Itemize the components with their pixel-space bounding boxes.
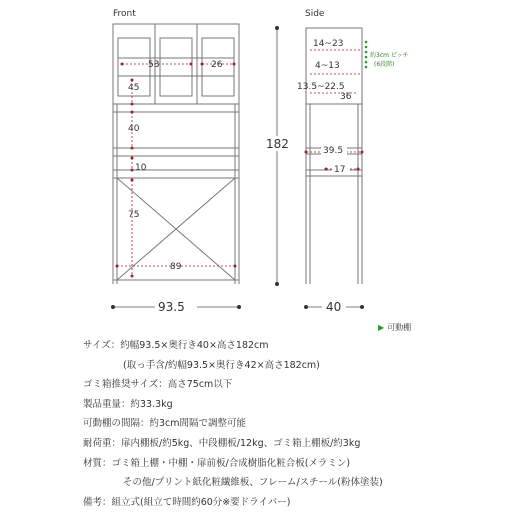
dim-dot — [360, 305, 364, 309]
dim-dot — [121, 63, 124, 66]
dim-dot — [131, 79, 134, 82]
pitch-label: 約3cm ピッチ — [370, 52, 409, 59]
dim-dot — [275, 282, 279, 286]
dim-label-4-13: 4~13 — [315, 61, 340, 71]
dim-label-39-5: 39.5 — [323, 146, 344, 156]
dim-dot — [111, 305, 115, 309]
spec-line: 材質：ゴミ箱上棚・中棚・扉前板/合成樹脂化粧合板(メラミン) — [83, 457, 351, 469]
dim-label-36: 36 — [340, 92, 352, 102]
dim-dot — [131, 275, 134, 278]
spec-line: ゴミ箱推奨サイズ：高さ75cm以下 — [83, 379, 233, 391]
dim-label-40: 40 — [128, 124, 140, 134]
dim-dot — [233, 63, 236, 66]
spec-line: サイズ：約幅93.5×奥行き40×高さ182cm — [83, 340, 269, 351]
spec-line: 備考：組立式(組立て時間約60分※要ドライバー) — [83, 496, 291, 508]
dim-dot — [304, 305, 308, 309]
dim-dot — [361, 151, 364, 154]
dim-dot — [234, 265, 237, 268]
dim-label-45: 45 — [128, 83, 140, 93]
dim-dot — [116, 265, 119, 268]
dim-dot — [131, 169, 134, 172]
dim-dot — [305, 151, 308, 154]
dim-label-17: 17 — [334, 165, 346, 175]
dim-label-width: 93.5 — [158, 300, 185, 314]
pitch-steps-label: (6段階) — [374, 61, 395, 68]
pitch-dot — [365, 61, 368, 64]
pitch-dot — [365, 56, 368, 59]
dim-dot — [201, 63, 204, 66]
dim-dot — [237, 305, 241, 309]
dim-label-height: 182 — [266, 137, 289, 151]
front-view-label: Front — [113, 9, 136, 19]
dim-dot — [131, 147, 134, 150]
dim-label-75: 75 — [128, 210, 140, 220]
pitch-dot — [365, 66, 368, 69]
front-view — [111, 24, 241, 314]
spec-line: その他/プリント紙化粧繊維板、フレーム/スチール(粉体塗装) — [123, 477, 383, 489]
dim-label-89: 89 — [170, 262, 182, 272]
dim-label-13-5-22-5: 13.5~22.5 — [297, 82, 345, 92]
pitch-dot — [365, 46, 368, 49]
dim-label-26: 26 — [211, 60, 223, 70]
triangle-marker-icon: ▶ — [378, 323, 385, 332]
dim-dot — [131, 103, 134, 106]
spec-line: 製品重量：約33.3kg — [83, 398, 173, 410]
product-specs — [83, 336, 503, 512]
dim-dot — [275, 26, 279, 30]
dim-dot — [190, 63, 193, 66]
dim-label-depth: 40 — [326, 300, 342, 314]
dim-label-14-23: 14~23 — [313, 39, 344, 49]
legend-text: 可動棚 — [387, 323, 412, 332]
dim-label-10: 10 — [135, 163, 147, 173]
side-view — [297, 28, 409, 314]
dim-dot — [131, 179, 134, 182]
spec-line: 耐荷重：扉内棚板/約5kg、中段棚板/12kg、ゴミ箱上棚板/約3kg — [83, 437, 361, 449]
front-door-glass — [160, 38, 192, 96]
dim-dot — [325, 168, 328, 171]
spec-line: (取っ手含/約幅93.5×奥行き42×高さ182cm) — [123, 359, 320, 371]
dim-dot — [131, 111, 134, 114]
dim-label-53: 53 — [148, 60, 160, 70]
side-view-label: Side — [305, 9, 325, 19]
pitch-dot — [365, 41, 368, 44]
dim-dot — [131, 157, 134, 160]
movable-shelf-legend — [378, 322, 411, 333]
pitch-dot — [365, 51, 368, 54]
spec-line: 可動棚の間隔：約3cm間隔で調整可能 — [83, 418, 247, 430]
dim-dot — [357, 168, 360, 171]
